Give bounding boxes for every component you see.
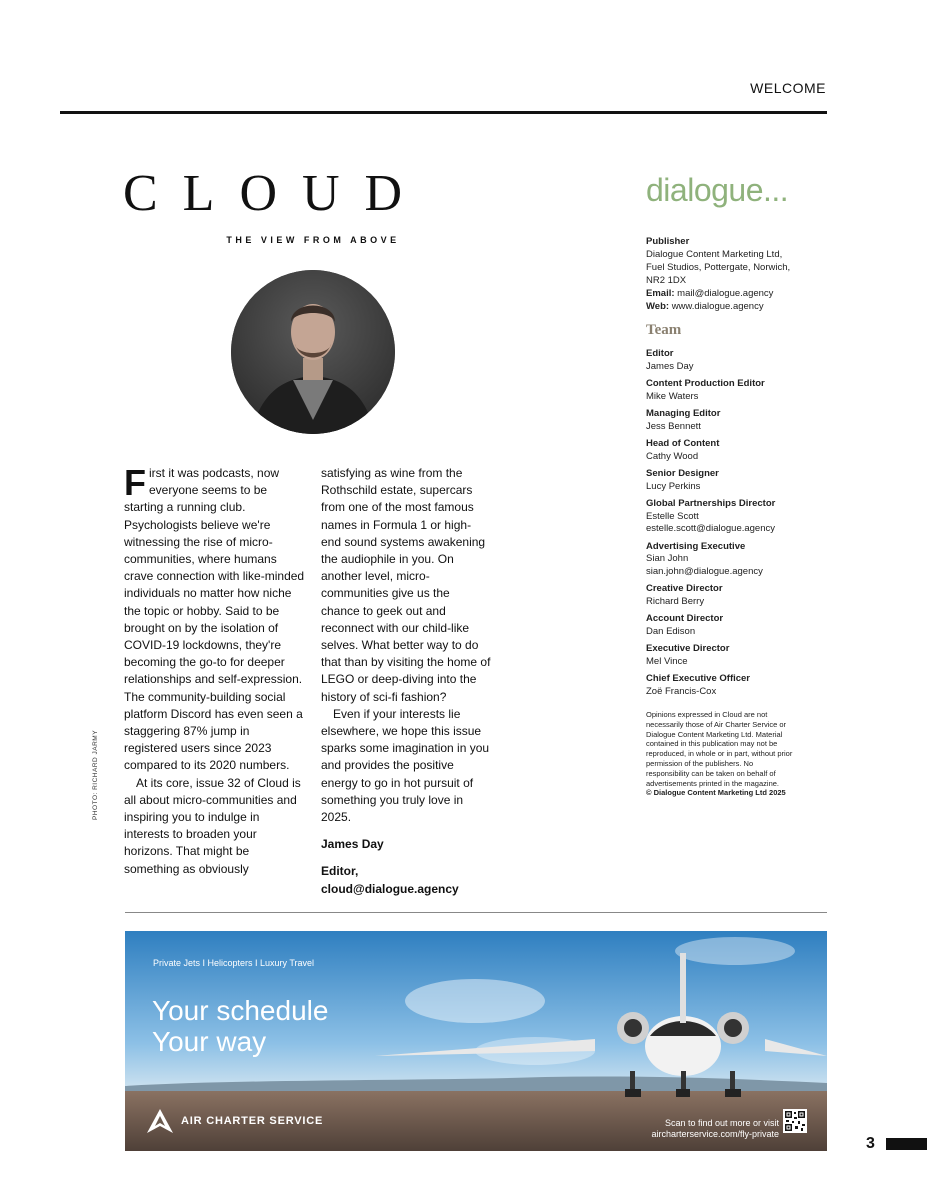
article-column-2 (321, 465, 491, 898)
team-member (646, 408, 826, 433)
air-charter-logo-icon (147, 1109, 173, 1133)
team-role: Head of Content (646, 438, 720, 449)
top-rule (60, 111, 827, 114)
team-list (646, 348, 826, 703)
ad-headline-line: Your schedule (152, 995, 329, 1026)
team-role: Advertising Executive (646, 540, 746, 552)
team-name: Jess Bennett (646, 420, 701, 432)
ad-headline (152, 995, 328, 1057)
signature-name: James Day (321, 837, 384, 852)
team-name: Sian John (646, 553, 689, 564)
publisher-email-link[interactable]: mail@dialogue.agency (677, 288, 774, 299)
ad-headline-line: Your way (152, 1026, 267, 1057)
team-member (646, 613, 826, 638)
ad-brand-name: AIR CHARTER SERVICE (181, 1115, 324, 1127)
qr-code-icon[interactable] (783, 1109, 807, 1133)
dialogue-logo: dialogue... (646, 172, 789, 208)
team-name: Dan Edison (646, 625, 696, 637)
team-name: Mike Waters (646, 390, 699, 402)
team-member (646, 378, 826, 403)
publisher-line: NR2 1DX (646, 275, 687, 286)
email-label: Email: (646, 288, 675, 299)
editor-portrait (231, 270, 395, 434)
team-member (646, 498, 826, 536)
team-member (646, 468, 826, 493)
ad-call-to-action (651, 1118, 779, 1140)
publisher-line: Dialogue Content Marketing Ltd, (646, 249, 783, 260)
publisher-web-link[interactable]: www.dialogue.agency (671, 301, 764, 312)
article-column-1 (124, 462, 306, 878)
ad-cta-link[interactable]: aircharterservice.com/fly-private (651, 1129, 779, 1139)
copyright: © Dialogue Content Marketing Ltd 2025 (646, 788, 786, 798)
team-name: Cathy Wood (646, 450, 699, 462)
article-paragraph: At its core, issue 32 of Cloud is all about micro-communities and inspiring you to indulge in interests to broaden your horizons. That might be something as obviously (124, 775, 301, 876)
advertisement-banner[interactable] (125, 931, 827, 1151)
paragraph-text: irst it was podcasts, now everyone seems to be starting a running club. Psychologists believe we're witnessing the rise of micro-communities, where humans crave connection with like-minded individuals no matter how niche the topic or hobby. Said to be brought on by the isolation of COVID-19 lockdowns, they're becoming the go-to for deeper relationships and self-expression. The community-building social platform Discord has even seen a staggering 87% jump in registered users since 2023 compared to its 2020 numbers. (124, 466, 305, 773)
team-role: Editor (646, 348, 674, 359)
ad-tags: Private Jets I Helicopters I Luxury Travel (153, 958, 315, 968)
photo-credit: PHOTO: RICHARD JARMY (92, 729, 99, 820)
team-member (646, 673, 826, 698)
team-role: Account Director (646, 613, 724, 624)
team-role: Executive Director (646, 643, 730, 654)
web-label: Web: (646, 301, 670, 312)
team-member (646, 541, 826, 579)
team-member (646, 438, 826, 463)
team-member (646, 583, 826, 608)
publisher-block (646, 235, 826, 313)
drop-cap: F (124, 462, 146, 503)
publisher-web-row (646, 300, 826, 313)
article-paragraph (124, 462, 306, 775)
team-role: Content Production Editor (646, 378, 765, 389)
article-paragraph: satisfying as wine from the Rothschild estate, supercars from one of the most famous names in Formula 1 or high-end sound systems awakening the audiophile in you. On another level, micro-communities give us the chance to geek out and reconnect with our child-like selves. What better way to do that than by visiting the home of LEGO or deep-diving into the history of sci-fi fashion? (321, 466, 491, 704)
team-name: Lucy Perkins (646, 480, 701, 492)
disclaimer (646, 710, 796, 798)
team-member (646, 643, 826, 668)
team-name: Mel Vince (646, 655, 688, 667)
team-role: Global Partnerships Director (646, 498, 776, 509)
team-email-link[interactable]: estelle.scott@dialogue.agency (646, 523, 776, 534)
team-member (646, 348, 826, 373)
section-label: WELCOME (750, 80, 826, 96)
team-role: Managing Editor (646, 408, 721, 419)
ad-cta-line: Scan to find out more or visit (664, 1118, 779, 1128)
publisher-line: Fuel Studios, Pottergate, Norwich, (646, 262, 791, 273)
team-heading: Team (646, 322, 682, 338)
signature-title: Editor, cloud@dialogue.agency (321, 864, 459, 896)
team-name: Richard Berry (646, 595, 705, 607)
page-number-bar (886, 1138, 927, 1150)
team-name: James Day (646, 360, 694, 372)
section-rule (125, 912, 827, 913)
team-email-link[interactable]: sian.john@dialogue.agency (646, 565, 763, 577)
publisher-email-row (646, 287, 826, 300)
team-role: Chief Executive Officer (646, 673, 751, 684)
team-role: Creative Director (646, 583, 723, 594)
article-paragraph: Even if your interests lie elsewhere, we hope this issue sparks some imagination in you and provides the positive energy to go in hot pursuit of something you truly love in 2025. (321, 706, 490, 825)
disclaimer-text: Opinions expressed in Cloud are not necessarily those of Air Charter Service or Dialogue Content Marketing Ltd. Material contained in this publication may not be reproduced, in whole or in part, without prior permission of the publishers. No responsibility can be taken on behalf of advertisements printed in the magazine. (646, 710, 793, 788)
team-role: Senior Designer (646, 468, 719, 479)
portrait-image (231, 270, 395, 434)
team-name: Zoë Francis-Cox (646, 685, 717, 697)
publisher-label: Publisher (646, 236, 690, 247)
team-name: Estelle Scott (646, 510, 699, 522)
ad-brand (147, 1109, 323, 1133)
masthead-title: CLOUD (123, 165, 428, 222)
page-number: 3 (866, 1135, 875, 1152)
masthead-tagline: THE VIEW FROM ABOVE (226, 235, 400, 245)
